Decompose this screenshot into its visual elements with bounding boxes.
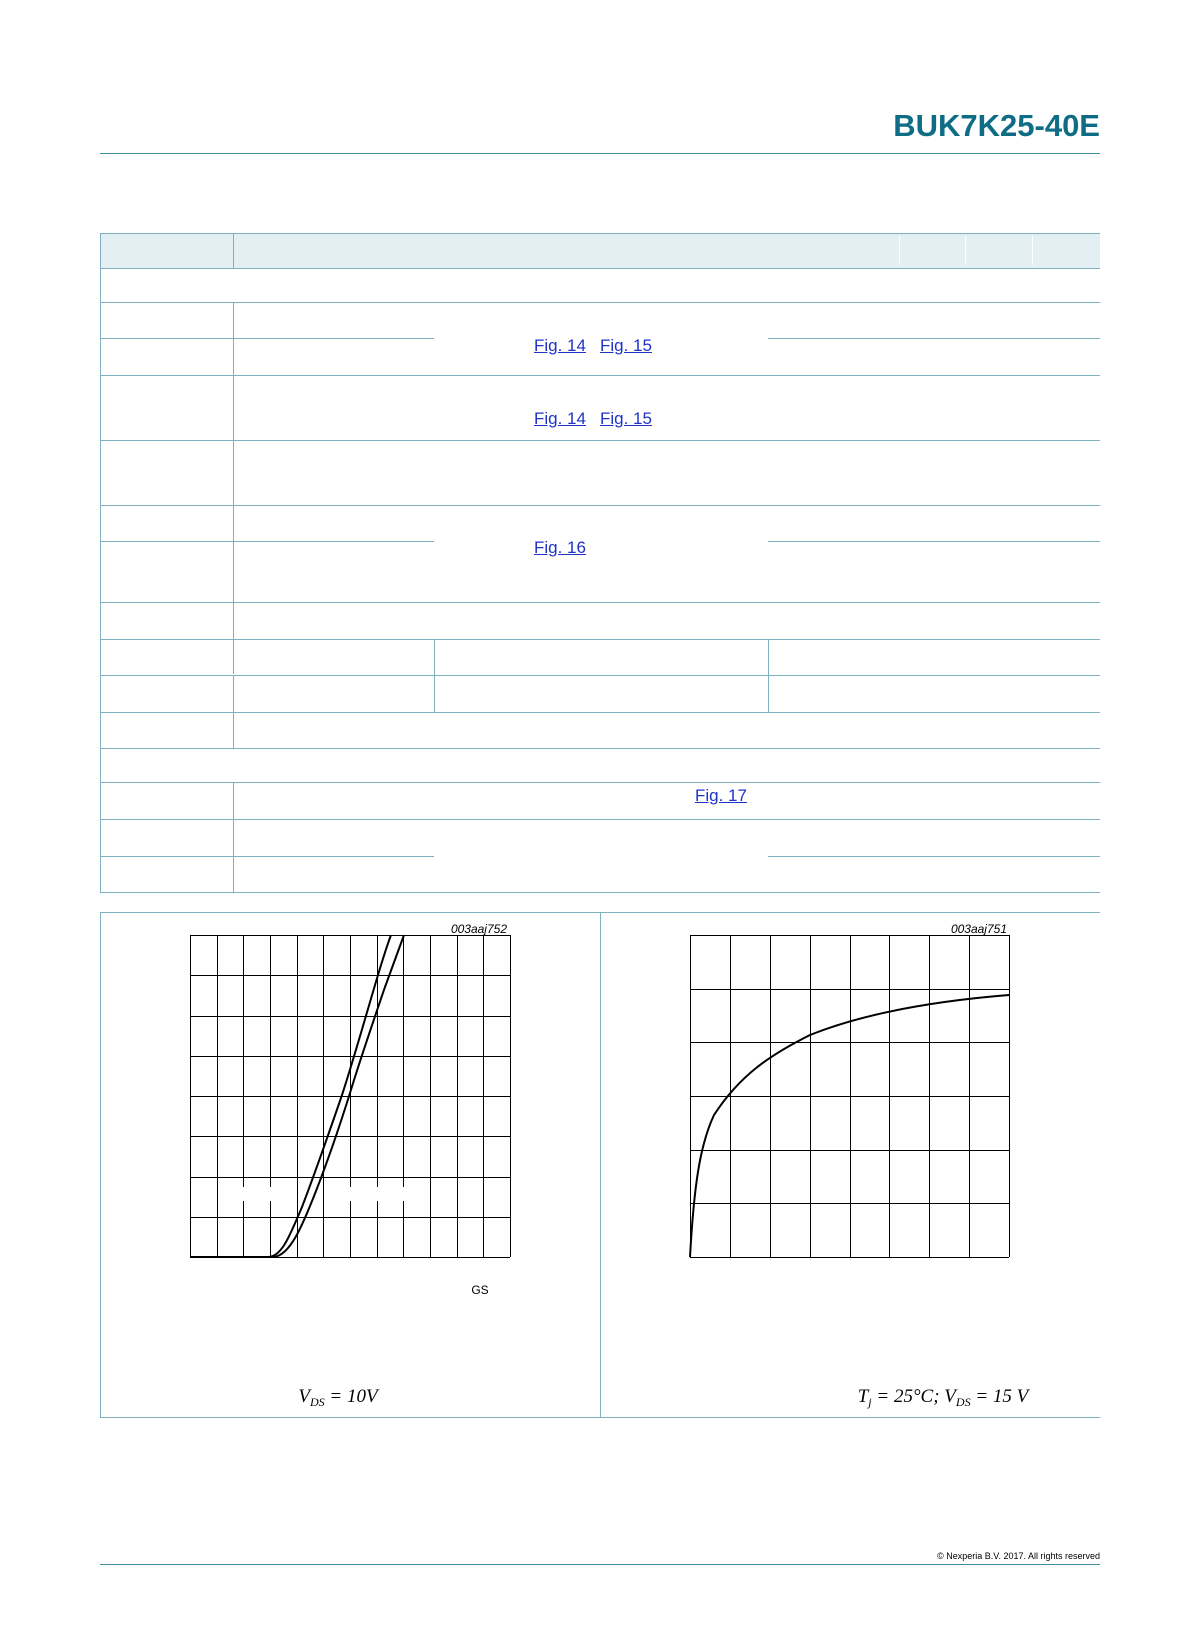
right-graph: [690, 922, 1010, 1258]
copyright-notice: © Nexperia B.V. 2017. All rights reserved: [937, 1551, 1100, 1561]
fig-15-link[interactable]: Fig. 15: [600, 336, 652, 355]
table-column-rule: [233, 302, 234, 674]
table-rule: [100, 712, 1100, 713]
footer-rule: [100, 1564, 1100, 1565]
left-graph-label-mask: [340, 1187, 416, 1201]
left-x-axis-label: GS: [471, 1283, 489, 1297]
table-rule: [100, 819, 1100, 820]
table-rule: [100, 268, 1100, 269]
left-graph-grid: [190, 935, 511, 1258]
table-rule: [100, 375, 1100, 376]
table-rule: [768, 856, 1100, 857]
table-column-rule: [233, 782, 234, 893]
right-figure-id: 003aaj751: [950, 922, 1007, 936]
header-divider: [899, 236, 900, 265]
table-column-rule: [233, 233, 234, 268]
table-rule: [100, 748, 1100, 749]
characteristics-table: [100, 233, 1100, 893]
header-divider: [1032, 236, 1033, 265]
table-column-rule: [434, 639, 435, 712]
table-rule: [100, 541, 434, 542]
graph-panel: [100, 912, 1100, 1418]
fig-14-link[interactable]: Fig. 14: [534, 409, 586, 428]
table-rule: [100, 675, 1100, 676]
table-rule: [100, 782, 1100, 783]
table-rule: [100, 440, 1100, 441]
document-title: BUK7K25-40E: [893, 108, 1100, 143]
left-figure-id: 003aaj752: [450, 922, 507, 936]
table-rule: [100, 505, 1100, 506]
fig-15-link[interactable]: Fig. 15: [600, 409, 652, 428]
table-border: [100, 233, 101, 893]
table-column-rule: [233, 675, 234, 748]
left-condition: $V_{DS} = 10V$: [298, 1386, 378, 1409]
fig-16-link[interactable]: Fig. 16: [534, 538, 586, 557]
fig-17-link[interactable]: Fig. 17: [695, 786, 747, 805]
table-rule: [100, 302, 1100, 303]
table-rule: [100, 639, 1100, 640]
left-graph-label-mask: [220, 1187, 272, 1201]
header-divider: [965, 236, 966, 265]
left-graph: [190, 922, 511, 1258]
table-rule: [100, 338, 434, 339]
table-column-rule: [768, 639, 769, 712]
table-rule: [768, 338, 1100, 339]
header-rule: [100, 153, 1100, 154]
table-rule: [100, 892, 1100, 893]
table-header-row: [100, 233, 1100, 268]
fig-14-link[interactable]: Fig. 14: [534, 336, 586, 355]
table-rule: [100, 602, 1100, 603]
right-condition: $T_j = 25^\circ C$; $V_{DS} = 15$ V: [857, 1386, 1029, 1409]
table-rule: [100, 856, 434, 857]
table-border: [100, 233, 1100, 234]
right-graph-grid: [690, 935, 1010, 1258]
table-rule: [768, 541, 1100, 542]
right-graph-curve: [690, 995, 1009, 1257]
graphs-svg: [100, 912, 1100, 1418]
